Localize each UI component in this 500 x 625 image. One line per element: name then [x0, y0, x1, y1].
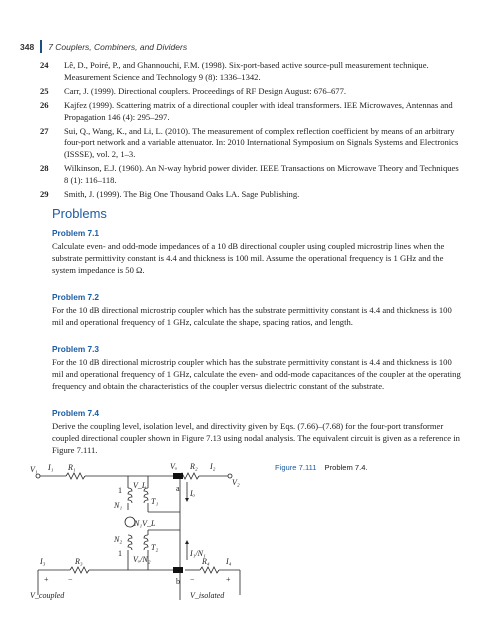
r2-label: R₂ [190, 462, 198, 471]
header-divider [40, 40, 42, 53]
r4-label: R₄ [202, 557, 210, 566]
chapter-title: 7 Couplers, Combiners, and Dividers [48, 42, 188, 52]
reference-number: 25 [40, 85, 49, 96]
problem-7-3 [52, 344, 462, 393]
r3-label: R₃ [75, 557, 83, 566]
running-header [20, 40, 187, 53]
reference-item [40, 85, 462, 98]
section-title: Problems [52, 206, 107, 221]
reference-number: 28 [40, 163, 49, 174]
r1-label: R₁ [68, 463, 76, 472]
reference-number: 24 [40, 60, 49, 70]
minus-left: − [68, 575, 73, 584]
minus-right: − [190, 575, 195, 584]
reference-item [40, 163, 462, 187]
problem-text: Derive the coupling level, isolation level, and directivity given by Eqs. (7.66)–(7.68) for the four-port transformer coupled directional coupler shown in Figure 7.13 using nodal analysis. The equivalent circuit is given as a reference in Figure 7.111. [52, 420, 460, 455]
figure-caption-label: Figure 7.111 [275, 463, 317, 472]
reference-text: Kajfez (1999). Scattering matrix of a directional coupler with ideal transformers. IEE Microwaves, Antennas and Propagation 146 (4): 295–297. [64, 99, 453, 122]
node-b-label: b [176, 577, 180, 586]
node-a-label: a [176, 484, 180, 493]
reference-number: 27 [40, 125, 49, 136]
figure-caption [275, 463, 368, 472]
problem-title: Problem 7.1 [52, 228, 100, 238]
one-label-b: 1 [118, 549, 122, 558]
t1-label: T₁ [151, 497, 159, 506]
v-coupled-label: V_coupled [30, 591, 65, 600]
i1-n1-label: I₁/N₁ [190, 549, 206, 558]
t2-label: T₂ [151, 543, 159, 552]
reference-text: Smith, J. (1999). The Big One Thousand Oaks LA. Sage Publishing. [64, 188, 300, 199]
v1-label: V₁ [30, 465, 38, 474]
reference-item [40, 125, 462, 161]
reference-item [40, 60, 462, 84]
reference-text: Carr, J. (1999). Directional couplers. Proceedings of RF Design August: 676–677. [64, 85, 347, 96]
problem-7-4 [52, 408, 462, 457]
reference-item [40, 188, 462, 201]
v-isolated-label: V_isolated [190, 591, 225, 600]
i2-label: I₂ [210, 462, 216, 471]
reference-text: Lê, D., Poiré, P., and Ghannouchi, F.M. (1998). Six-port-based active source-pull measurement technique. Measurement Science and Technology 9 (8): 1336–1342. [64, 60, 429, 82]
vo-n2-label: Vₒ/N₂ [133, 555, 151, 564]
i3-label: I₃ [40, 557, 46, 566]
i4-label: I₄ [226, 557, 232, 566]
circuit-diagram [30, 460, 260, 610]
reference-number: 26 [40, 99, 49, 110]
vo-label: Vₒ [170, 462, 178, 471]
ia-label: Iₐ [190, 489, 196, 498]
reference-text: Wilkinson, E.J. (1960). An N-way hybrid power divider. IEEE Transactions on Microwave Theory and Techniques 8 (1): 116–118. [64, 163, 459, 185]
one-label-a: 1 [118, 486, 122, 495]
i1-label: I₁ [48, 463, 54, 472]
reference-item [40, 99, 462, 124]
reference-number: 29 [40, 188, 49, 199]
problem-7-2 [52, 292, 462, 329]
v2-label: V₂ [232, 478, 240, 487]
plus-left: + [44, 575, 49, 584]
figure-caption-text: Problem 7.4. [324, 463, 368, 472]
reference-list [40, 60, 462, 203]
problem-text: Calculate even- and odd-mode impedances of a 10 dB directional coupler using coupled microstrip lines when the substrate permittivity constant is 4.4 and thickness is 100 mil. Assume the operational frequency is 1 GHz and the system impedance is 50 Ω. [52, 240, 445, 275]
reference-text: Sui, Q., Wang, K., and Li, L. (2010). The measurement of complex reflection coefficient by means of an arbitrary four-port network and a variable attenuator. In: 2010 International Symposium on Signals Systems and Electronics (ISSSE), vol. 2, 1–3. [64, 125, 459, 160]
problem-title: Problem 7.3 [52, 344, 100, 354]
problem-title: Problem 7.2 [52, 292, 100, 302]
vl-label: V_L [133, 481, 147, 490]
page-number: 348 [20, 42, 35, 52]
n1-label: N₁ [114, 501, 123, 510]
problem-text: For the 10 dB directional microstrip coupler which has the substrate permittivity constant is 4.4 and thickness is 100 mil and operational frequency of 1 GHz, calculate the even- and odd-mode capacitances of the coupler at the operating frequency and obtain the characteristics of the coupler versus dielectric constant of the substrate. [52, 356, 461, 391]
problem-title: Problem 7.4 [52, 408, 100, 418]
n1vl-label: N₁V_L [134, 519, 156, 528]
problem-7-1 [52, 228, 462, 277]
problem-text: For the 10 dB directional microstrip coupler which has the substrate permittivity constant is 4.4 and thickness is 100 mil and operational frequency of 1 GHz, calculate the shape, spacing ratios, and length. [52, 304, 452, 327]
n2-label: N₂ [114, 535, 123, 544]
plus-right: + [226, 575, 231, 584]
